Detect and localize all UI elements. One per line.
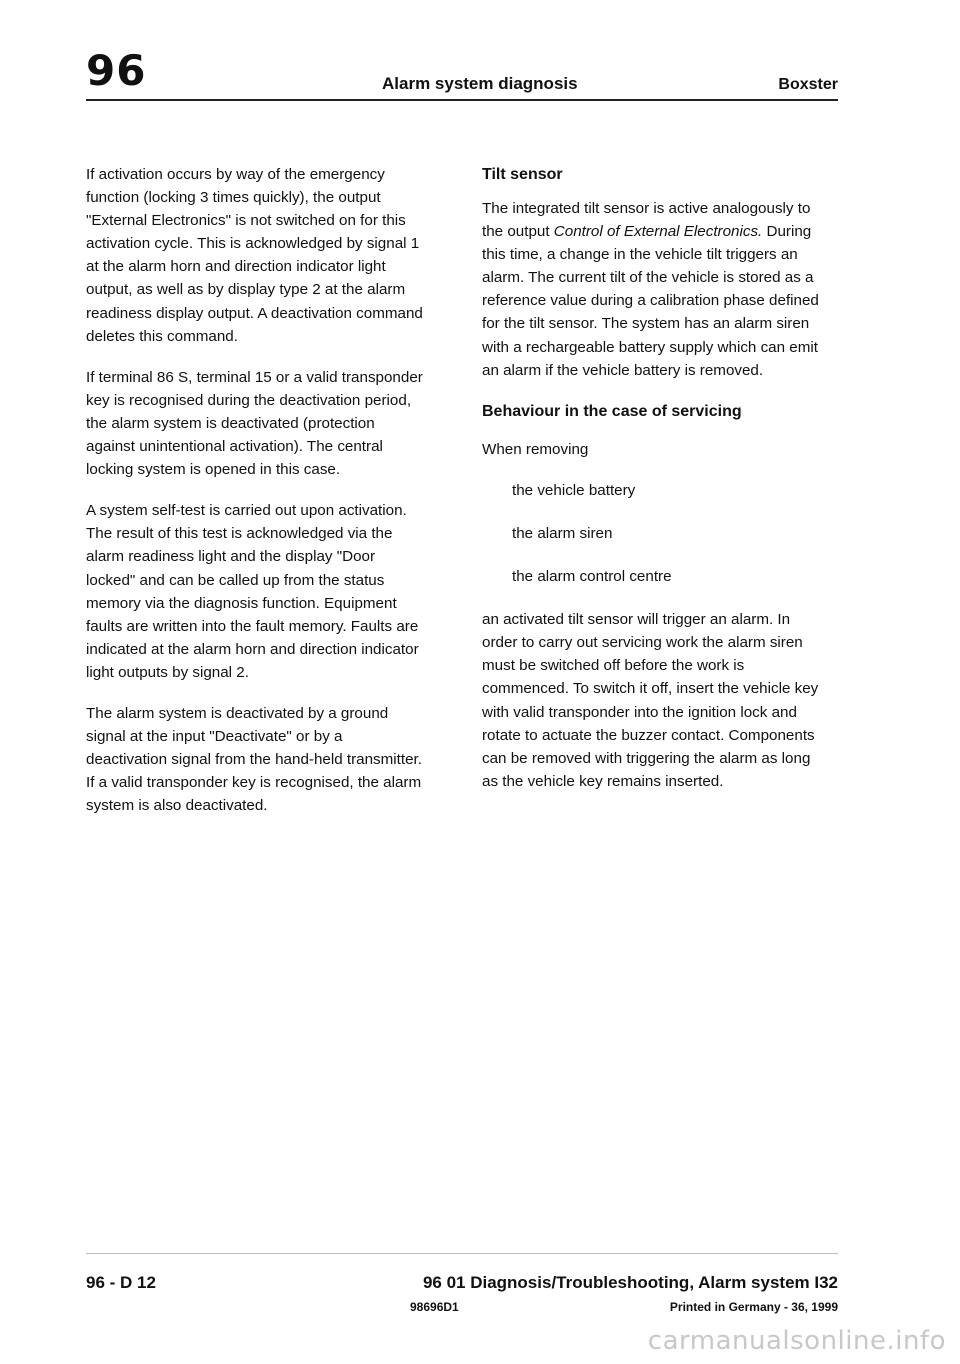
- paragraph-emergency-activation: If activation occurs by way of the emergency function (locking 3 times quickly), the output "External Electronics" is not switched on for this activation cycle. This is acknowledged by signal 1 at the alarm horn and direction indicator light output, as well as by display type 2 at the alarm readiness display output. A deactivation command deletes this command.: [86, 166, 423, 345]
- removal-list: [482, 479, 827, 588]
- paragraph-tilt-sensor: [482, 197, 827, 382]
- list-item: the alarm siren: [512, 524, 613, 542]
- paragraph-when-removing: When removing: [482, 440, 589, 458]
- paragraph-deactivation-period: If terminal 86 S, terminal 15 or a valid transponder key is recognised during the deactivation period, the alarm system is deactivated (protection against unintentional activation). The central locking system is opened in this case.: [86, 368, 423, 479]
- chapter-number: 96: [86, 46, 147, 95]
- paragraph-deactivation: The alarm system is deactivated by a ground signal at the input "Deactivate" or by a deactivation signal from the hand-held transmitter. If a valid transponder key is recognised, the alarm system is also deactivated.: [86, 704, 422, 815]
- footer-document-code: 98696D1: [410, 1300, 459, 1314]
- tilt-text-emphasis: Control of External Electronics.: [553, 223, 763, 241]
- header-model: Boxster: [778, 76, 838, 93]
- header-title: Alarm system diagnosis: [382, 74, 578, 93]
- servicing-heading: Behaviour in the case of servicing: [482, 402, 742, 420]
- tilt-text-b: During this time, a change in the vehicle tilt triggers an alarm. The current tilt of the vehicle is stored as a reference value during a calibration phase defined for the tilt sensor. The system has an alarm siren with a rechargeable battery supply which can emit an alarm if the vehicle battery is removed.: [482, 223, 819, 379]
- footer-rule: [86, 1253, 838, 1254]
- footer-section-title: 96 01 Diagnosis/Troubleshooting, Alarm system I32: [422, 1273, 838, 1292]
- list-item: the vehicle battery: [512, 481, 636, 499]
- tilt-text-a: The integrated tilt sensor is active analogously to the output: [482, 200, 811, 241]
- paragraph-self-test: A system self-test is carried out upon activation. The result of this test is acknowledged via the alarm readiness light and the display "Door locked" and can be called up from the status memory via the diagnosis function. Equipment faults are written into the fault memory. Faults are indicated at the alarm horn and direction indicator light outputs by signal 2.: [86, 502, 419, 681]
- header-rule: [86, 99, 838, 101]
- paragraph-servicing-procedure: an activated tilt sensor will trigger an alarm. In order to carry out servicing work the alarm siren must be switched off before the work is commenced. To switch it off, insert the vehicle key with valid transponder into the ignition lock and rotate to actuate the buzzer contact. Components can be removed with triggering the alarm as long as the vehicle key remains inserted.: [482, 611, 819, 790]
- watermark: carmanualsonline.info: [647, 1326, 946, 1356]
- right-column: [482, 163, 827, 811]
- footer-page-number: 96 - D 12: [86, 1273, 156, 1292]
- footer-print-info: Printed in Germany - 36, 1999: [669, 1300, 838, 1314]
- list-item: the alarm control centre: [512, 568, 672, 586]
- left-column: [86, 163, 426, 835]
- tilt-sensor-heading: Tilt sensor: [482, 166, 563, 183]
